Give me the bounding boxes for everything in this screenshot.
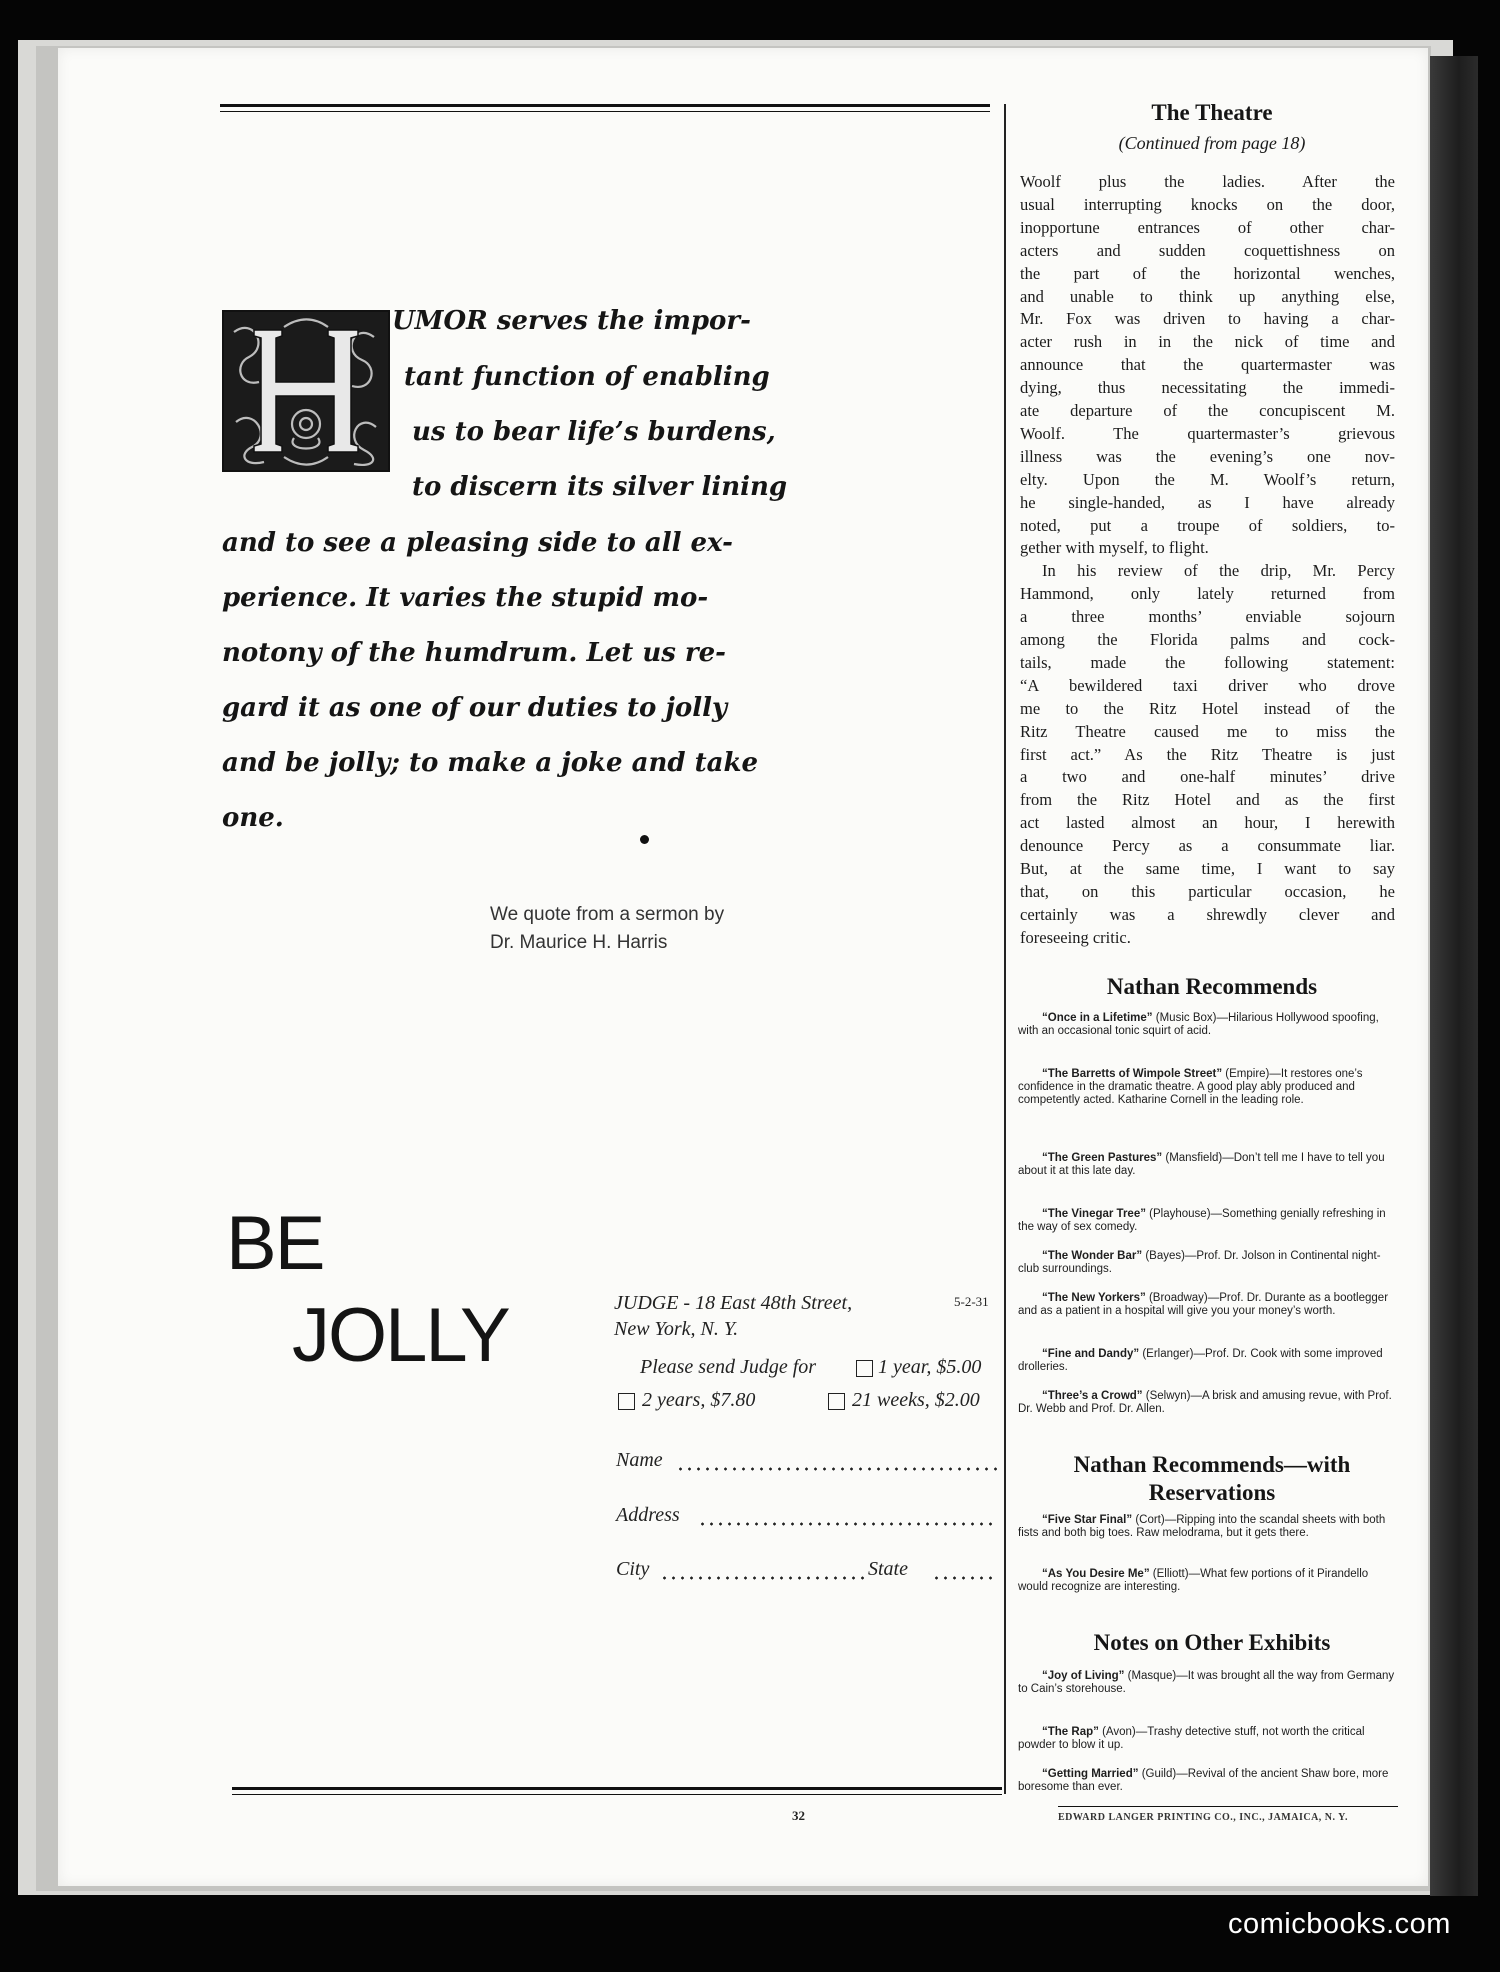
humor-quote-line: perience. It varies the stupid mo-: [222, 583, 709, 613]
review-text: (Selwyn)—A brisk and amusing revue, with Prof. Dr. Webb and Prof. Dr. Allen.: [1018, 1390, 1392, 1415]
review-text: (Mansfield)—Don’t tell me I have to tell you about it at this late day.: [1018, 1152, 1385, 1177]
review-text: (Elliott)—What few portions of it Pirandello would recognize are interesting.: [1018, 1568, 1369, 1593]
humor-quote-line: to discern its silver lining: [412, 472, 788, 502]
address-input[interactable]: [698, 1501, 1000, 1525]
watermark-text: comicbooks.com: [1228, 1908, 1451, 1940]
article-text-line: denounce Percy as a consummate liar.: [1020, 836, 1395, 856]
article-text-line: gether with myself, to flight.: [1020, 538, 1209, 558]
footer-rule: [1058, 1806, 1398, 1807]
review-entry: [1018, 1348, 1398, 1374]
review-entry: [1018, 1250, 1398, 1276]
review-entry: [1018, 1568, 1398, 1594]
article-text-line: and unable to think up anything else,: [1020, 286, 1395, 306]
option-2-years-label: 2 years, $7.80: [642, 1389, 756, 1411]
article-text-line: foreseeing critic.: [1020, 927, 1131, 947]
article-text-line: elty. Upon the M. Woolf’s return,: [1020, 469, 1395, 489]
ornate-h-letter-icon: [224, 312, 388, 470]
review-title: “Getting Married”: [1042, 1768, 1139, 1780]
reservations-heading-line1: Nathan Recommends—with: [1073, 1452, 1351, 1477]
be-jolly-headline-jolly: JOLLY: [292, 1293, 509, 1378]
article-text-line: ate departure of the concupiscent M.: [1020, 401, 1395, 420]
article-text-line: among the Florida palms and cock-: [1020, 630, 1395, 649]
review-title: “Five Star Final”: [1042, 1514, 1133, 1526]
checkbox-1-year[interactable]: [856, 1360, 873, 1377]
quote-attribution-author: Dr. Maurice H. Harris: [490, 932, 668, 953]
column-divider: [1004, 104, 1006, 1794]
humor-quote-line: gard it as one of our duties to jolly: [222, 693, 728, 723]
review-title: “The Vinegar Tree”: [1042, 1208, 1146, 1220]
book-spine: [1430, 56, 1478, 1896]
article-text-line: noted, put a troupe of soldiers, to-: [1020, 515, 1395, 535]
humor-quote-line: notony of the humdrum. Let us re-: [222, 638, 726, 668]
bullet-dot: [640, 835, 649, 844]
review-text: (Erlanger)—Prof. Dr. Cook with some improved drolleries.: [1018, 1348, 1383, 1373]
review-title: “Fine and Dandy”: [1042, 1348, 1140, 1360]
article-text-line: acters and sudden coquettishness on: [1020, 240, 1395, 260]
top-double-rule: [220, 104, 990, 112]
bottom-double-rule: [232, 1787, 1002, 1795]
state-field-label: State: [868, 1558, 908, 1580]
theatre-heading: The Theatre: [1151, 100, 1273, 125]
review-title: “The Barretts of Wimpole Street”: [1042, 1068, 1223, 1080]
review-title: “The Green Pastures”: [1042, 1152, 1163, 1164]
address-field-label: Address: [616, 1504, 680, 1526]
nathan-recommends-heading: Nathan Recommends: [1106, 974, 1318, 999]
city-field-label: City: [616, 1558, 650, 1580]
review-text: (Empire)—It restores one’s confidence in the dramatic theatre. A good play ably produced and competently acted. Katharine Cornell in the leading role.: [1018, 1068, 1363, 1106]
review-title: “The Rap”: [1042, 1726, 1099, 1738]
review-text: (Playhouse)—Something genially refreshing in the way of sex comedy.: [1018, 1208, 1386, 1233]
article-text-line: certainly was a shrewdly clever and: [1020, 904, 1395, 924]
article-text-line: acter rush in in the nick of time and: [1020, 332, 1395, 352]
state-input[interactable]: [932, 1555, 1000, 1579]
form-date-code: 5-2-31: [954, 1294, 989, 1309]
article-text-line: a three months’ enviable sojourn: [1020, 607, 1395, 627]
review-text: (Bayes)—Prof. Dr. Jolson in Continental night-club surroundings.: [1018, 1250, 1381, 1275]
review-entry: [1018, 1670, 1398, 1696]
article-text-line: Hammond, only lately returned from: [1020, 584, 1395, 604]
review-entry: [1018, 1292, 1398, 1318]
article-text-line: the part of the horizontal wenches,: [1020, 263, 1395, 283]
review-title: “Once in a Lifetime”: [1042, 1012, 1153, 1024]
form-address-line1: JUDGE - 18 East 48th Street,: [614, 1292, 853, 1314]
option-1-year-label: 1 year, $5.00: [878, 1356, 982, 1378]
page-number: 32: [792, 1808, 805, 1823]
form-address-line2: New York, N. Y.: [614, 1318, 739, 1340]
article-text-line: usual interrupting knocks on the door,: [1020, 194, 1395, 214]
humor-quote-line: tant function of enabling: [404, 362, 770, 392]
article-text-line: tails, made the following statement:: [1020, 652, 1395, 672]
humor-quote-line: UMOR serves the impor-: [392, 306, 751, 336]
article-text-line: dying, thus necessitating the immedi-: [1020, 378, 1395, 398]
form-prompt: Please send Judge for: [640, 1356, 817, 1378]
review-entry: [1018, 1152, 1398, 1178]
article-text-line: Woolf. The quartermaster’s grievous: [1020, 423, 1395, 443]
review-title: “The Wonder Bar”: [1042, 1250, 1143, 1262]
other-exhibits-heading: Notes on Other Exhibits: [1093, 1630, 1331, 1655]
review-entry: [1018, 1208, 1398, 1234]
review-entry: [1018, 1390, 1398, 1416]
review-text: (Guild)—Revival of the ancient Shaw bore, more boresome than ever.: [1018, 1768, 1389, 1793]
humor-quote-line: us to bear life’s burdens,: [412, 417, 776, 447]
humor-quote-line: one.: [222, 803, 284, 833]
review-title: “The New Yorkers”: [1042, 1292, 1146, 1304]
city-input[interactable]: [660, 1555, 866, 1579]
option-21-weeks-label: 21 weeks, $2.00: [852, 1389, 980, 1411]
article-text-line: from the Ritz Hotel and as the first: [1020, 790, 1395, 810]
article-text-line: illness was the evening’s one nov-: [1020, 446, 1395, 466]
article-text-line: Ritz Theatre caused me to miss the: [1020, 721, 1395, 741]
printer-credit: EDWARD LANGER PRINTING CO., INC., JAMAICA, N. Y.: [1058, 1812, 1348, 1823]
name-field-label: Name: [616, 1449, 663, 1471]
humor-quote-line: and to see a pleasing side to all ex-: [222, 528, 733, 558]
article-text-line: that, on this particular occasion, he: [1020, 881, 1395, 901]
ornamental-drop-cap: [222, 310, 390, 472]
review-text: (Masque)—It was brought all the way from Germany to Cain’s storehouse.: [1018, 1670, 1395, 1695]
reservations-heading-line2: Reservations: [1148, 1480, 1276, 1505]
review-title: “As You Desire Me”: [1042, 1568, 1150, 1580]
article-text-line: But, at the same time, I want to say: [1020, 859, 1395, 878]
review-title: “Three’s a Crowd”: [1042, 1390, 1143, 1402]
name-input[interactable]: [676, 1446, 1000, 1470]
article-text-line: he single-handed, as I have already: [1020, 492, 1395, 512]
article-text-line: act lasted almost an hour, I herewith: [1020, 813, 1395, 833]
article-text-line: “A bewildered taxi driver who drove: [1020, 675, 1395, 695]
review-text: (Cort)—Ripping into the scandal sheets with both fists and both big toes. Raw melodrama, but it gets there.: [1018, 1514, 1386, 1539]
article-text-line: me to the Ritz Hotel instead of the: [1020, 698, 1395, 718]
article-text-line: announce that the quartermaster was: [1020, 355, 1395, 375]
quote-attribution-line: We quote from a sermon by: [490, 904, 725, 925]
checkbox-2-years[interactable]: [618, 1393, 635, 1410]
review-entry: [1018, 1514, 1398, 1540]
review-text: (Broadway)—Prof. Dr. Durante as a bootlegger and as a patient in a hospital will give you your money’s worth.: [1018, 1292, 1389, 1317]
article-text-line: a two and one-half minutes’ drive: [1020, 767, 1395, 787]
article-text-line: Mr. Fox was driven to having a char-: [1020, 309, 1395, 329]
review-entry: [1018, 1068, 1398, 1107]
article-text-line: first act.” As the Ritz Theatre is just: [1020, 744, 1395, 764]
review-text: (Music Box)—Hilarious Hollywood spoofing, with an occasional tonic squirt of acid.: [1018, 1012, 1379, 1037]
be-jolly-headline-be: BE: [226, 1201, 324, 1286]
article-text-line: inopportune entrances of other char-: [1020, 217, 1395, 237]
review-entry: [1018, 1012, 1398, 1038]
review-entry: [1018, 1768, 1398, 1794]
checkbox-21-weeks[interactable]: [828, 1393, 845, 1410]
continued-note: (Continued from page 18): [1118, 133, 1306, 153]
review-title: “Joy of Living”: [1042, 1670, 1125, 1682]
article-text-line: Woolf plus the ladies. After the: [1020, 172, 1395, 191]
humor-quote-line: and be jolly; to make a joke and take: [222, 748, 759, 778]
review-entry: [1018, 1726, 1398, 1752]
review-text: (Avon)—Trashy detective stuff, not worth the critical powder to blow it up.: [1018, 1726, 1365, 1751]
article-text-line: In his review of the drip, Mr. Percy: [1042, 561, 1395, 581]
